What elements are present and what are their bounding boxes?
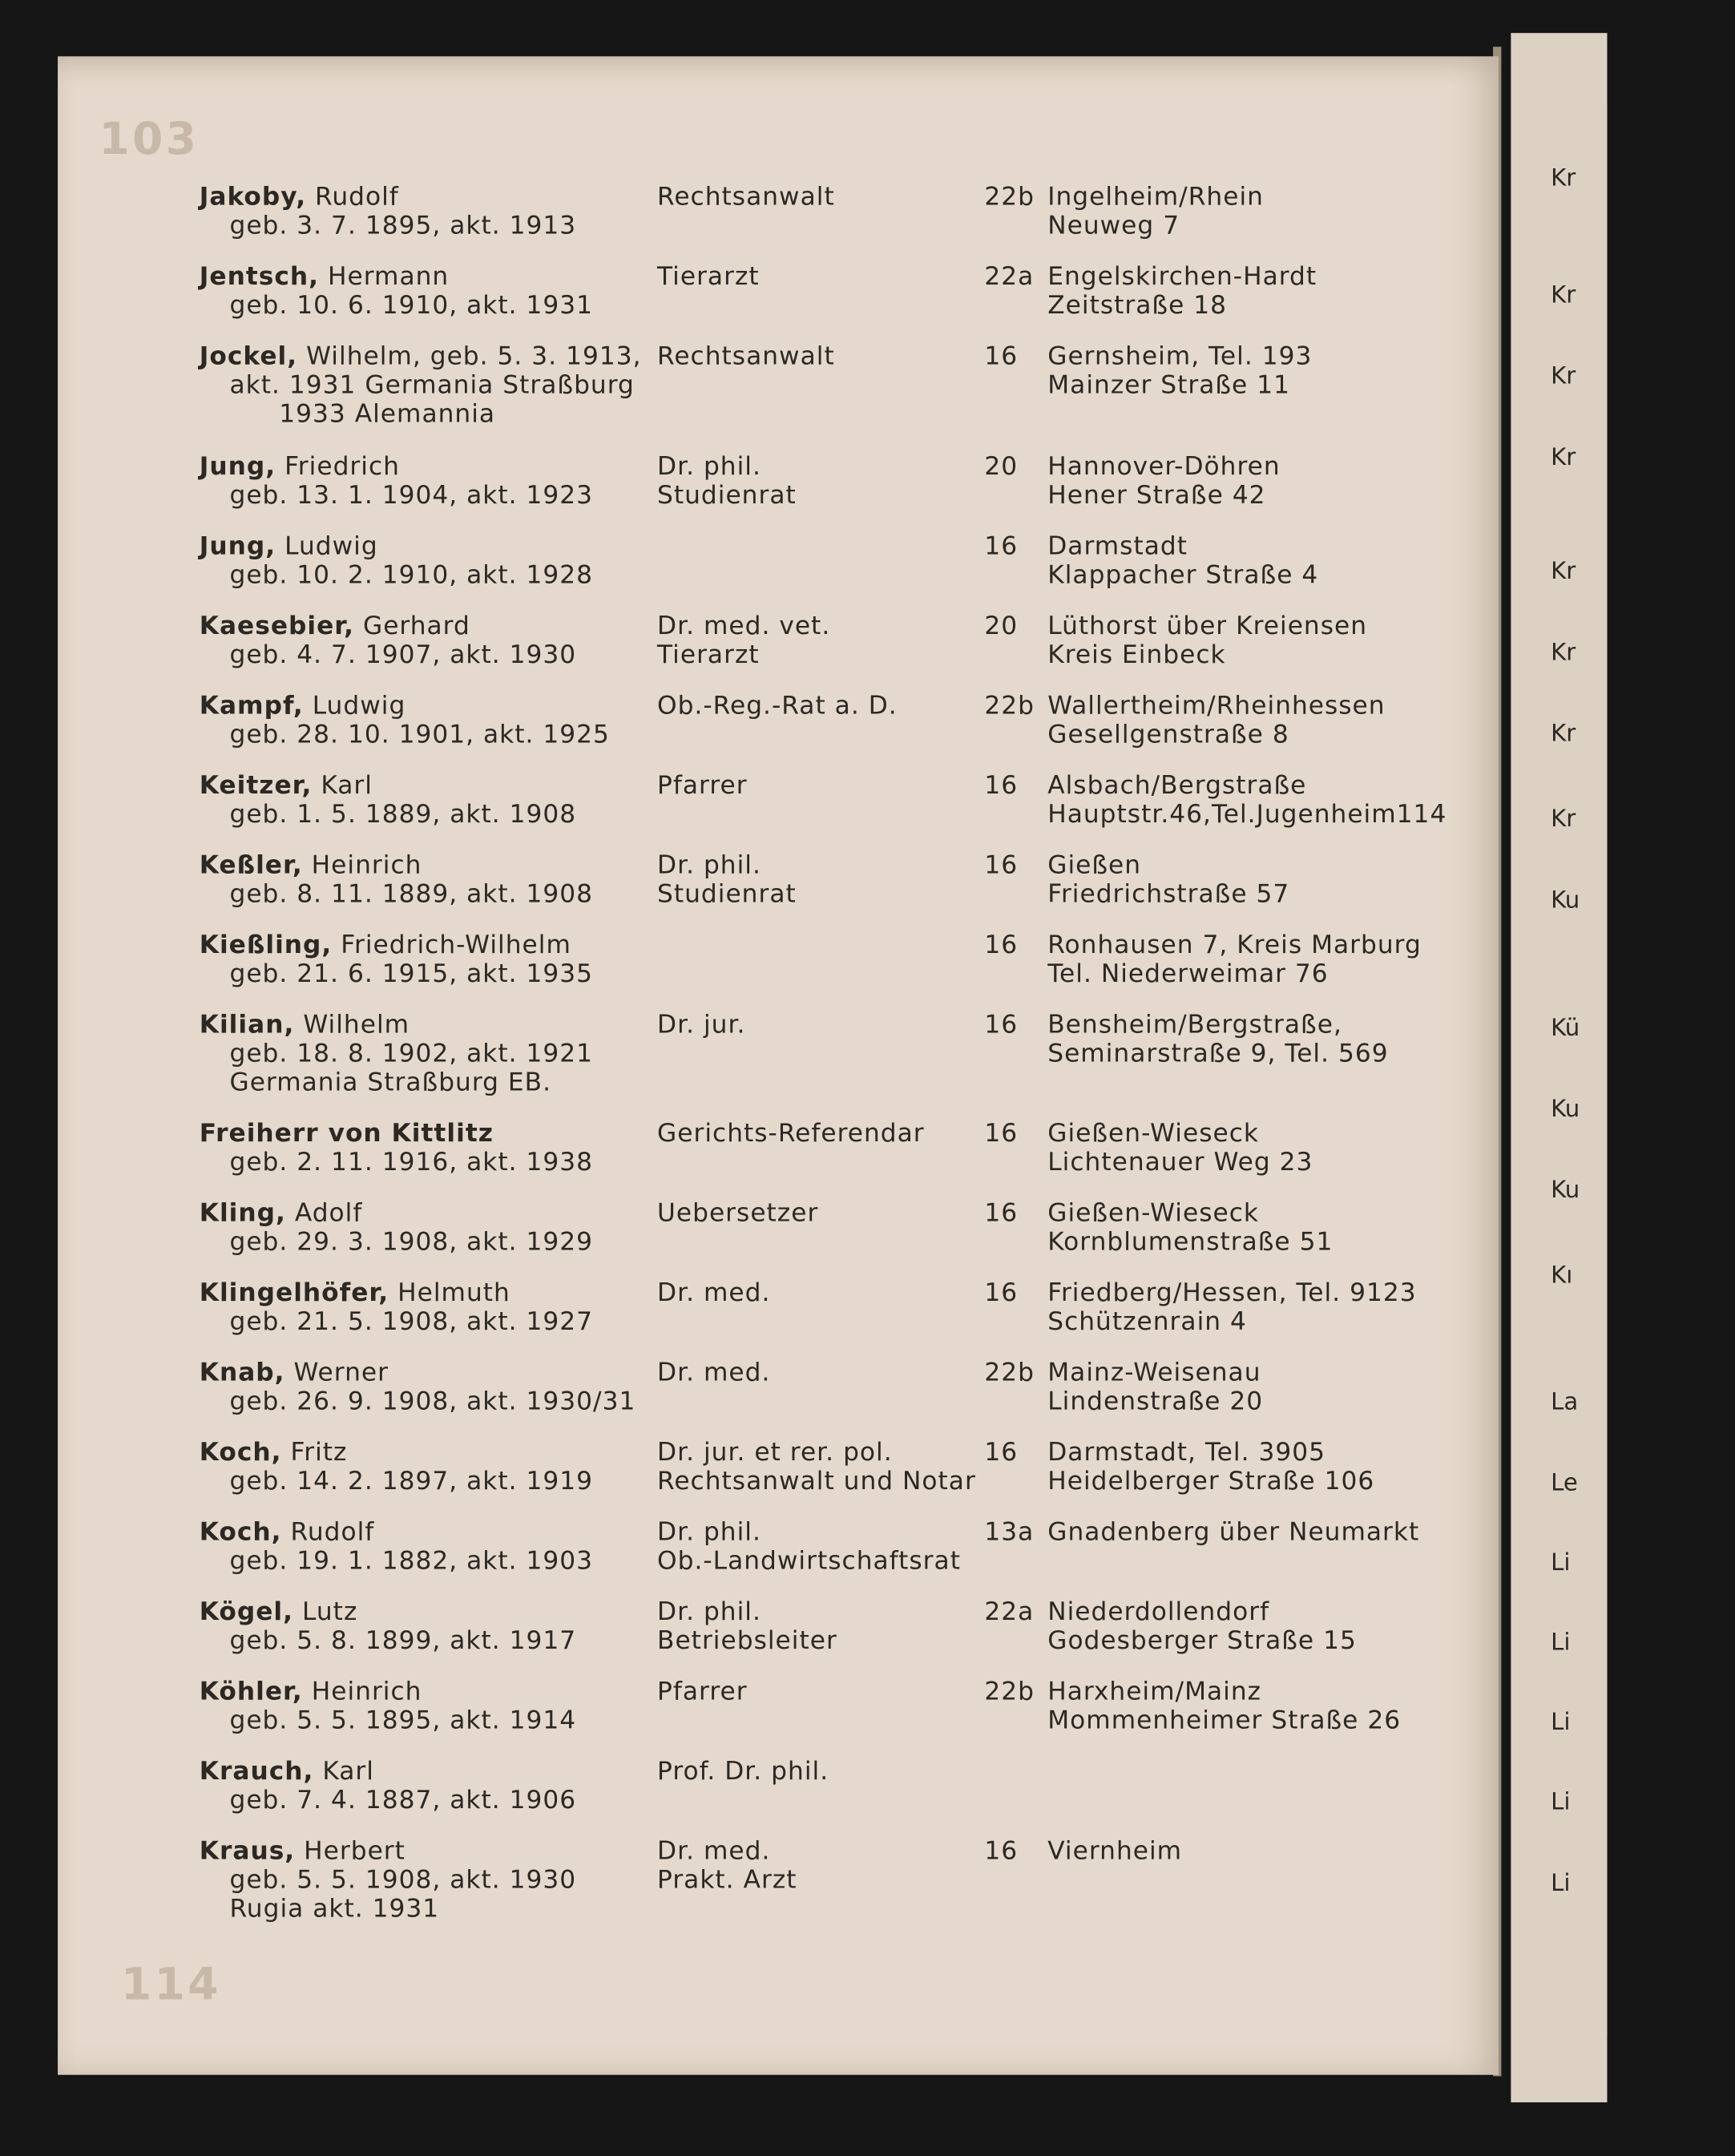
member-birth-affiliation: geb. 3. 7. 1895, akt. 1913 [229,212,577,241]
member-birth-affiliation: geb. 18. 8. 1902, akt. 1921 [229,1039,594,1068]
member-address [1047,1518,1735,1547]
address-line: Mainz-Weisenau [1047,1358,1261,1387]
member-birth-affiliation: geb. 1. 5. 1889, akt. 1908 [229,800,577,830]
member-address [1047,771,1735,829]
member-birth-affiliation: geb. 5. 8. 1899, akt. 1917 [229,1626,577,1656]
district-code: 22b [984,183,1035,212]
member-address [1047,452,1735,510]
address-line: Alsbach/Bergstraße [1047,771,1307,801]
district-code: 16 [984,531,1019,561]
district-code: 22a [984,262,1035,292]
member-given-name: Wilhelm [303,1010,410,1040]
member-address [1047,1597,1735,1655]
member-address [1047,1199,1735,1257]
member-given-name: Ludwig [312,691,406,721]
member-given-name: Wilhelm, geb. 5. 3. 1913, [306,342,642,372]
member-surname: Köhler, [199,1677,303,1706]
address-line: Wallertheim/Rheinhessen [1047,691,1386,721]
profession-line: Dr. med. [657,1836,771,1866]
district-code: 22a [984,1597,1035,1627]
district-code: 16 [984,850,1019,880]
member-name-line [200,931,970,959]
member-surname: Knab, [199,1358,285,1387]
member-surname: Kraus, [199,1836,296,1866]
member-address [1047,342,1735,400]
member-birth-affiliation: geb. 5. 5. 1908, akt. 1930 [229,1865,577,1896]
member-birth-affiliation: geb. 8. 11. 1889, akt. 1908 [229,879,594,909]
address-line: Godesberger Straße 15 [1047,1626,1357,1656]
address-line: Hener Straße 42 [1047,481,1266,511]
member-surname: Jockel, [199,342,298,372]
member-given-name: Lutz [302,1597,358,1627]
district-code: 20 [984,612,1019,641]
member-given-name: Friedrich-Wilhelm [341,931,571,960]
member-birth-affiliation: geb. 21. 5. 1908, akt. 1927 [229,1307,594,1337]
profession-line: Dr. phil. [657,1597,761,1627]
member-given-name: Adolf [294,1198,363,1228]
member-given-name: Fritz [290,1438,348,1468]
profession-line: Tierarzt [657,640,760,670]
facing-page-text-fragment: Kr [1551,805,1576,834]
member-surname: Jung, [199,452,276,482]
profession-line: Dr. phil. [657,1517,761,1547]
district-code: 22b [984,1358,1035,1387]
district-code: 22b [984,691,1035,721]
facing-page-text-fragment: Kı [1551,1262,1573,1290]
address-line: Gießen-Wieseck [1047,1198,1260,1228]
member-address [1047,183,1735,240]
member-birth-affiliation: Rugia akt. 1931 [229,1895,440,1924]
member-given-name: Rudolf [290,1517,375,1547]
member-surname: Kießling, [199,931,333,960]
member-address [1047,1837,1735,1866]
member-address [1047,532,1735,590]
profession-line: Dr. phil. [657,850,761,880]
address-line: Ingelheim/Rhein [1047,183,1264,212]
member-surname: Krauch, [199,1757,314,1787]
member-birth-affiliation: Germania Straßburg EB. [229,1068,552,1097]
member-birth-affiliation: geb. 28. 10. 1901, akt. 1925 [229,720,610,749]
member-birth-affiliation: geb. 29. 3. 1908, akt. 1929 [229,1227,594,1257]
profession-line: Uebersetzer [657,1198,819,1228]
member-birth-affiliation: geb. 21. 6. 1915, akt. 1935 [229,959,594,989]
member-address [1047,1011,1735,1068]
member-surname: Koch, [199,1438,282,1468]
address-line: Friedrichstraße 57 [1047,879,1290,909]
address-line: Hauptstr.46,Tel.Jugenheim114 [1047,800,1447,830]
profession-line: Pfarrer [657,771,748,801]
member-birth-affiliation: geb. 13. 1. 1904, akt. 1923 [229,481,594,511]
district-code: 16 [984,1119,1019,1149]
member-address [1047,692,1735,749]
member-surname: Koch, [199,1517,282,1547]
address-line: Gnadenberg über Neumarkt [1047,1517,1420,1547]
district-code: 22b [984,1677,1035,1706]
profession-line: Rechtsanwalt [657,342,835,372]
member-birth-affiliation: geb. 5. 5. 1895, akt. 1914 [229,1706,577,1736]
profession-line: Dr. med. vet. [657,612,831,641]
member-given-name: Helmuth [397,1278,510,1308]
member-birth-affiliation: geb. 7. 4. 1887, akt. 1906 [229,1786,577,1815]
facing-page-text-fragment: Kr [1551,362,1576,391]
member-given-name: Friedrich [284,452,400,482]
profession-line: Gerichts-Referendar [657,1119,925,1149]
profession-line: Studienrat [657,879,797,909]
member-surname: Kilian, [199,1010,295,1040]
address-line: Klappacher Straße 4 [1047,560,1319,590]
district-code: 16 [984,1278,1019,1308]
facing-page-text-fragment: Kr [1551,720,1576,749]
facing-page-text-fragment: Li [1551,1629,1571,1657]
address-line: Mainzer Straße 11 [1047,371,1291,401]
member-address [1047,1438,1735,1496]
facing-page-text-fragment: Ku [1551,1096,1580,1124]
member-surname: Kaesebier, [199,612,355,641]
address-line: Zeitstraße 18 [1047,291,1228,321]
profession-line: Dr. jur. [657,1010,746,1040]
address-line: Ronhausen 7, Kreis Marburg [1047,931,1422,960]
address-line: Friedberg/Hessen, Tel. 9123 [1047,1278,1417,1308]
facing-page-text-fragment: La [1551,1388,1579,1416]
member-given-name: Karl [322,1757,374,1787]
address-line: Niederdollendorf [1047,1597,1270,1627]
address-line: Darmstadt [1047,531,1188,561]
district-code: 16 [984,1010,1019,1040]
member-surname: Kling, [199,1198,286,1228]
member-given-name: Heinrich [311,850,422,880]
member-address [1047,931,1735,988]
member-given-name: Gerhard [362,612,470,641]
member-birth-affiliation: geb. 26. 9. 1908, akt. 1930/31 [229,1387,636,1416]
facing-page-text-fragment: Kr [1551,281,1576,309]
member-given-name: Werner [293,1358,389,1387]
address-line: Gießen [1047,850,1142,880]
profession-line: Betriebsleiter [657,1626,837,1656]
address-line: Lindenstraße 20 [1047,1387,1264,1416]
bottom-page-number: 114 [120,1957,221,2011]
member-surname: Keitzer, [199,771,313,801]
member-surname: Klingelhöfer, [199,1278,389,1308]
member-address [1047,1119,1735,1177]
member-address [1047,263,1735,321]
address-line: Hannover-Döhren [1047,452,1281,482]
facing-page-text-fragment: Ku [1551,886,1580,914]
member-address [1047,612,1735,669]
district-code: 16 [984,342,1019,372]
member-birth-affiliation: akt. 1931 Germania Straßburg [229,371,635,401]
district-code: 13a [984,1517,1035,1547]
address-line: Gesellgenstraße 8 [1047,720,1289,749]
address-line: Lüthorst über Kreiensen [1047,612,1368,641]
address-line: Seminarstraße 9, Tel. 569 [1047,1039,1389,1068]
facing-page-text-fragment: Li [1551,1549,1571,1577]
facing-page-text-fragment: Kr [1551,558,1576,586]
profession-line: Dr. med. [657,1358,771,1387]
facing-page-text-fragment: Li [1551,1709,1571,1737]
address-line: Neuweg 7 [1047,212,1180,241]
member-profession [657,1757,1235,1786]
address-line: Bensheim/Bergstraße, [1047,1010,1342,1040]
facing-page-text-fragment: Kü [1551,1015,1580,1043]
address-line: Darmstadt, Tel. 3905 [1047,1438,1325,1468]
member-given-name: Hermann [327,262,450,292]
member-given-name: Heinrich [311,1677,422,1706]
address-line: Tel. Niederweimar 76 [1047,959,1329,989]
member-address [1047,1278,1735,1336]
member-address [1047,851,1735,909]
profession-line: Ob.-Landwirtschaftsrat [657,1546,961,1576]
member-given-name: Karl [321,771,373,801]
profession-line: Studienrat [657,481,797,511]
member-birth-affiliation: 1933 Alemannia [279,400,496,430]
facing-page-text-fragment: Le [1551,1469,1578,1498]
member-birth-affiliation: geb. 19. 1. 1882, akt. 1903 [229,1546,594,1576]
district-code: 16 [984,1438,1019,1468]
profession-line: Ob.-Reg.-Rat a. D. [657,691,898,721]
district-code: 16 [984,1198,1019,1228]
member-surname: Jung, [199,531,276,561]
address-line: Gießen-Wieseck [1047,1119,1260,1149]
district-code: 16 [984,771,1019,801]
member-surname: Kampf, [199,691,304,721]
profession-line: Rechtsanwalt und Notar [657,1467,976,1496]
member-birth-affiliation: geb. 10. 6. 1910, akt. 1931 [229,291,594,321]
member-birth-affiliation: geb. 4. 7. 1907, akt. 1930 [229,640,577,670]
address-line: Lichtenauer Weg 23 [1047,1148,1313,1177]
member-birth-affiliation: geb. 2. 11. 1916, akt. 1938 [229,1148,594,1177]
profession-line: Pfarrer [657,1677,748,1706]
profession-line: Dr. phil. [657,452,761,482]
facing-page-text-fragment: Kr [1551,639,1576,668]
address-line: Heidelberger Straße 106 [1047,1467,1375,1496]
member-birth-affiliation: geb. 14. 2. 1897, akt. 1919 [229,1467,594,1496]
profession-line: Tierarzt [657,262,760,292]
facing-page-text-fragment: Kr [1551,444,1576,472]
profession-line: Dr. jur. et rer. pol. [657,1438,893,1468]
member-given-name: Ludwig [284,531,378,561]
address-line: Kornblumenstraße 51 [1047,1227,1334,1257]
member-given-name: Herbert [304,1836,406,1866]
member-name-block [200,532,970,590]
address-line: Harxheim/Mainz [1047,1677,1262,1706]
profession-line: Prakt. Arzt [657,1865,797,1896]
address-line: Gernsheim, Tel. 193 [1047,342,1313,372]
facing-page-text-fragment: Li [1551,1870,1571,1898]
facing-page-text-fragment: Li [1551,1788,1571,1817]
address-line: Viernheim [1047,1836,1183,1866]
member-surname: Keßler, [199,850,303,880]
member-given-name: Rudolf [315,183,399,212]
district-code: 20 [984,452,1019,482]
member-surname: Jentsch, [199,262,320,292]
address-line: Engelskirchen-Hardt [1047,262,1317,292]
member-name-block [200,931,970,988]
member-address [1047,1359,1735,1416]
member-birth-affiliation: geb. 10. 2. 1910, akt. 1928 [229,560,594,590]
member-surname: Freiherr von Kittlitz [199,1119,494,1149]
address-line: Kreis Einbeck [1047,640,1226,670]
address-line: Mommenheimer Straße 26 [1047,1706,1402,1736]
member-address [1047,1678,1735,1735]
district-code: 16 [984,1836,1019,1866]
member-surname: Kögel, [199,1597,294,1627]
profession-line: Rechtsanwalt [657,183,835,212]
district-code: 16 [984,931,1019,960]
profession-line: Dr. med. [657,1278,771,1308]
top-page-number: 103 [99,112,200,165]
facing-page-text-fragment: Ku [1551,1177,1580,1205]
member-surname: Jakoby, [199,183,307,212]
address-line: Schützenrain 4 [1047,1307,1247,1337]
profession-line: Prof. Dr. phil. [657,1757,829,1787]
member-name-line [200,532,970,561]
facing-page-text-fragment: Kr [1551,164,1576,193]
